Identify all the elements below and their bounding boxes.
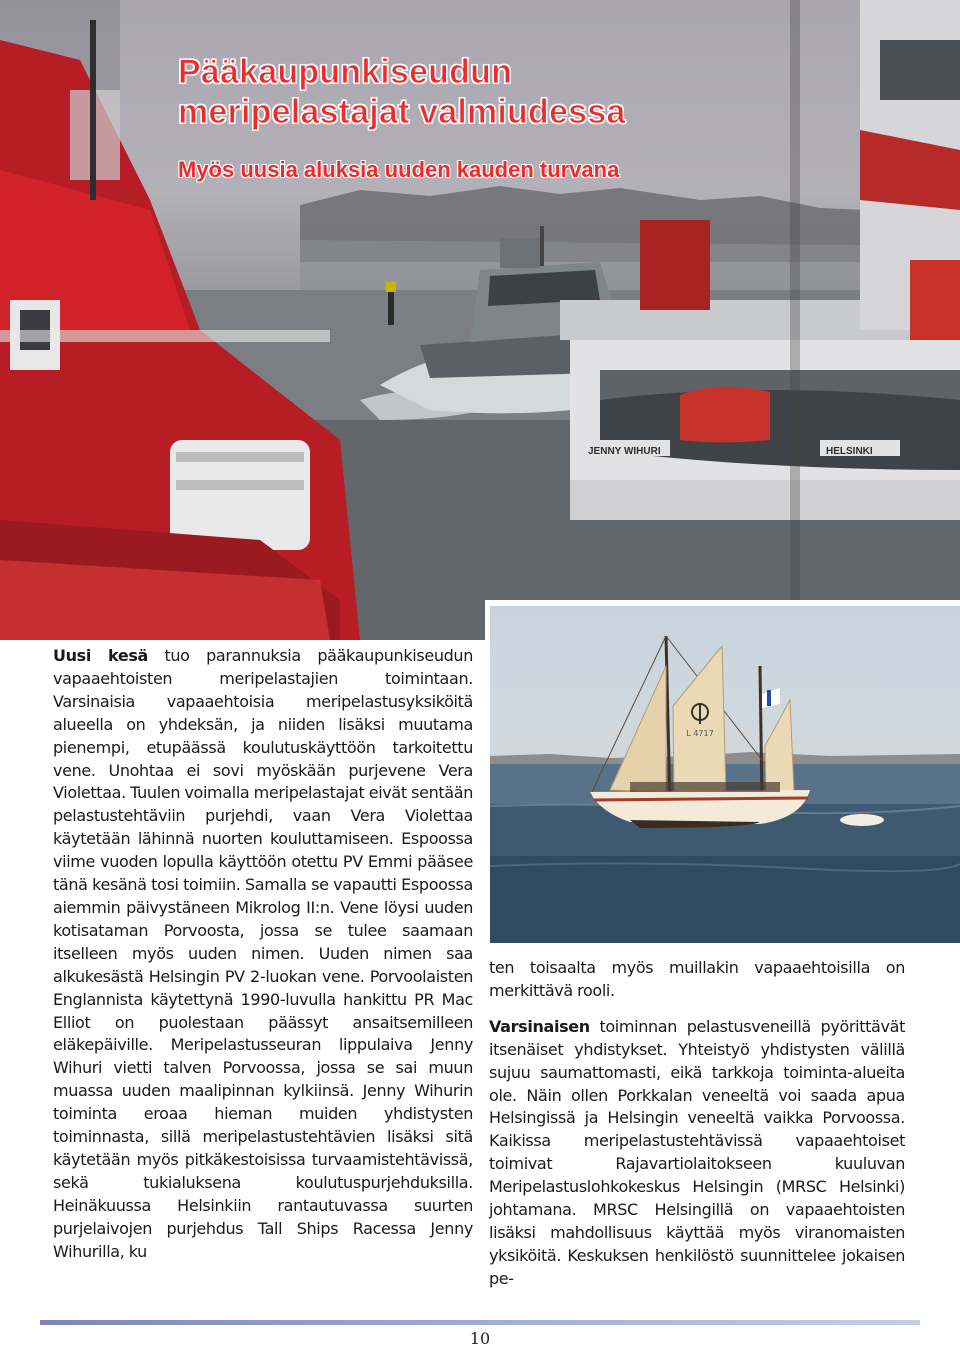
sail-number: L 4717 bbox=[686, 729, 714, 738]
paragraph-1-text: tuo parannuksia pääkaupunkiseudun vapaaehtoisten meripelastajien toimintaan. Varsinaisia vapaaehtoisia meripelastusyksiköitä alueella on yhdeksän, ja niiden lisäksi muutama pienempi, etupäässä koulutuskäyttöön tarkoitettu vene. Unohtaa ei sovi myöskään purjevene Vera Violettaa. Tuulen voimalla meripelastajat eivät sentään pelastustehtäviin purjehdi, vaan Vera Violettaa käytetään lähinnä nuorten kouluttamiseen. Espoossa viime vuoden lopulla käyttöön otettu PV Emmi pääsee tänä kesänä tosi toimiin. Samalla se vapautti Espoossa aiemmin päivystäneen Mikrolog II:n. Vene löysi uuden kotisataman Porvoosta, jossa se tulee saamaan itselleen myös uuden nimen. Uuden nimen saa alkukesästä Helsingin PV 2-luokan vene. Porvoolaisten Englannista käytettynä 1990-luvulla hankittu PR Mac Elliot on puolestaan päässyt ansaitsemilleen eläkepäiville. Meripelastusseuran lippulaiva Jenny Wihuri vietti talven Porvoossa, jossa se sai muun muassa uuden maalipinnan kylkiinsä. Jenny Wihurin toiminta eroaa hieman muiden yhdistysten toiminnasta, sillä meripelastustehtävien lisäksi sitä käytetään myös pitkäkestoisissa turvaamistehtävissä, sekä tukialuksena koulutuspurjehduksilla. Heinäkuussa Helsinkiin rantautuvassa suurten purjelaivojen purjehdus Tall Ships Racessa Jenny Wihurilla, ku bbox=[53, 646, 473, 1261]
hero-photo bbox=[0, 0, 960, 640]
article-paragraph-2 bbox=[489, 1016, 905, 1291]
lead-in-varsinaisen: Varsinaisen bbox=[489, 1016, 590, 1036]
article-paragraph-1 bbox=[53, 645, 473, 1263]
footer-rule bbox=[40, 1320, 920, 1325]
article-title bbox=[178, 52, 625, 132]
article-paragraph-continued: ten toisaalta myös muillakin vapaaehtoisilla on merkittävä rooli. bbox=[489, 958, 905, 1000]
article-column-right bbox=[489, 957, 905, 1291]
boat-label-helsinki: HELSINKI bbox=[826, 446, 873, 457]
article-column-left bbox=[53, 645, 473, 1263]
boat-label-jenny: JENNY WIHURI bbox=[588, 446, 661, 457]
lead-in-uusi-kesa: Uusi kesä bbox=[53, 646, 148, 665]
article-subtitle: Myös uusia aluksia uuden kauden turvana bbox=[178, 157, 620, 182]
page-number: 10 bbox=[469, 1329, 491, 1348]
sailing-boat-illustration bbox=[490, 606, 960, 943]
article-title-line2: meripelastajat valmiudessa bbox=[178, 93, 626, 131]
article-title-line1: Pääkaupunkiseudun bbox=[178, 53, 513, 91]
paragraph-2-text: toiminnan pelastusveneillä pyörittävät itsenäiset yhdistykset. Yhteistyö yhdistysten välillä sujuu saumattomasti, eikä tarkkoja toiminta-alueita ole. Näin ollen Porkkalan veneeltä voi saada apua Helsingissä ja Helsingin veneeltä vaikka Porvoossa. Kaikissa meripelastustehtävissä vapaaehtoiset toimivat Rajavartiolaitokseen kuuluvan Meripelastuslohkokeskus Helsingin (MRSC Helsinki) johtamana. MRSC Helsingillä on vapaaehtoisten lisäksi mahdollisuus käyttää myös viranomaisten yksiköitä. Keskuksen henkilöstö suunnittelee jokaisen pe- bbox=[489, 1016, 905, 1288]
sailing-boat-photo bbox=[490, 606, 960, 943]
